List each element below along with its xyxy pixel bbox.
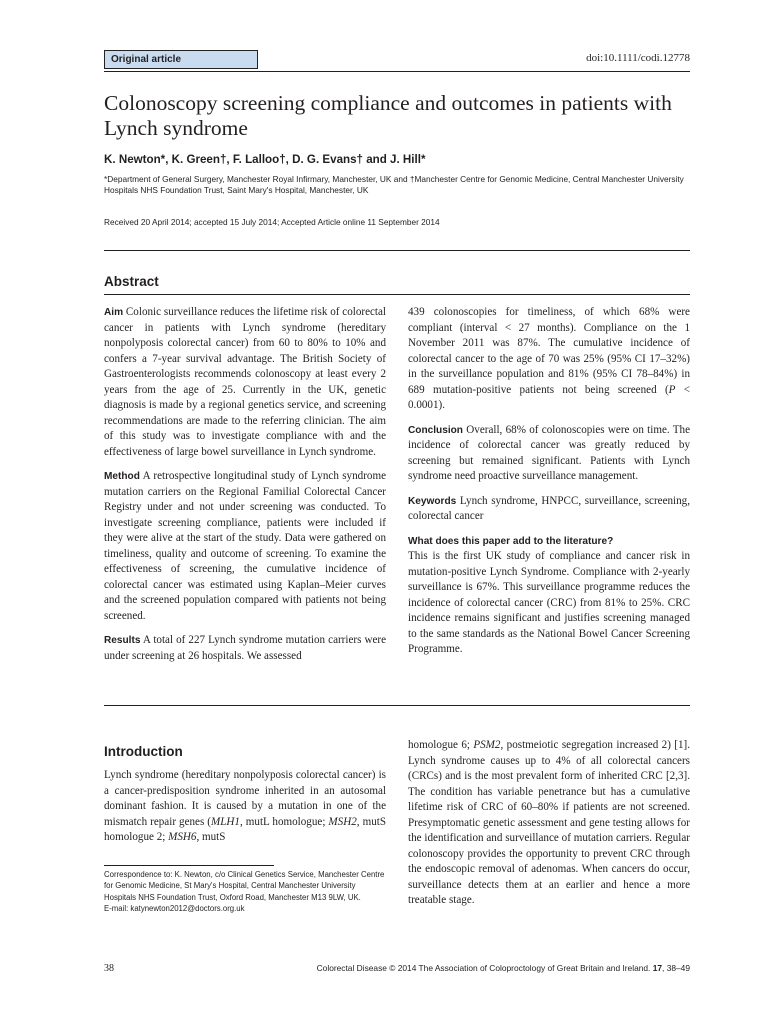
wdtp-text: This is the first UK study of compliance and cancer risk in mutation-positive Lynch Syndrome. Compliance with 2-yearly surveillance is 67%. This surveillance programme reduces the incidence of colorectal cancer (CRC) from 81% to 25%. CRC incidence remains significant and justifies screening managed to the same standards as the National Bowel Cancer Screening Programme. bbox=[408, 550, 690, 655]
abstract-keywords bbox=[408, 494, 690, 525]
journal-citation: Colorectal Disease © 2014 The Association of Coloproctology of Great Britain and Ireland. 17, 38–49 bbox=[316, 963, 690, 973]
method-text: A retrospective longitudinal study of Lynch syndrome mutation carriers on the Regional Familial Colorectal Cancer Registry under and not under screening was conducted. To investigate screening compliance, patients were included if they were alive at the start of the study. Data were gathered on timeliness, quality and outcome of screening. To examine the effectiveness of screening, the cumulative incidence of colorectal cancer was estimated using Kaplan–Meier curves and the screened population compared with patients not being screened. bbox=[104, 470, 386, 622]
conclusion-label: Conclusion bbox=[408, 424, 463, 436]
results-label: Results bbox=[104, 635, 141, 646]
intro-paragraph-continued: homologue 6; PSM2, postmeiotic segregation increased 2) [1]. Lynch syndrome causes up to 4% of all colorectal cancers (CRCs) and is the most prevalent form of inherited CRC [2,3]. The condition has variable penetrance but has a cumulative lifetime risk of CRC of 60–80% if patients are not screened. Presymptomatic genetic assessment and gene testing allows for the identification and surveillance of mutation carriers. Regular colonoscopy provides the opportunity to prevent CRC through the endoscopic removal of adenomas. When cancers do occur, surveillance detects them at an earlier and hence a more treatable stage. bbox=[408, 739, 691, 906]
introduction-right-column bbox=[408, 738, 690, 909]
gene-mlh1: MLH1 bbox=[211, 815, 240, 828]
section-badge: Original article bbox=[104, 50, 258, 69]
correspondence-rule bbox=[104, 865, 274, 866]
page-number: 38 bbox=[104, 963, 114, 974]
abstract-heading-rule bbox=[104, 294, 690, 295]
keywords-text: Lynch syndrome, HNPCC, surveillance, screening, colorectal cancer bbox=[408, 494, 690, 522]
correspondence-email[interactable]: E-mail: katynewton2012@doctors.org.uk bbox=[104, 903, 245, 913]
received-dates: Received 20 April 2014; accepted 15 July 2014; Accepted Article online 11 September 2014 bbox=[104, 217, 440, 227]
header-rule bbox=[104, 71, 690, 72]
abstract-right-column bbox=[408, 305, 690, 658]
results-text: A total of 227 Lynch syndrome mutation carriers were under screening at 26 hospitals. We assessed bbox=[104, 634, 386, 662]
author-list: K. Newton*, K. Green†, F. Lalloo†, D. G. Evans† and J. Hill* bbox=[104, 153, 426, 166]
introduction-heading: Introduction bbox=[104, 744, 183, 759]
gene-msh2: MSH2 bbox=[328, 815, 357, 828]
affiliations: *Department of General Surgery, Manchester Royal Infirmary, Manchester, UK and †Manchester Centre for Genomic Medicine, Central Manchester University Hospitals NHS Foundation Trust, Saint Mary's Hospital, Manchester, UK bbox=[104, 174, 684, 196]
abstract-left-column bbox=[104, 305, 386, 664]
abstract-results bbox=[104, 633, 386, 664]
correspondence-text: Correspondence to: K. Newton, c/o Clinical Genetics Service, Manchester Centre for Genomic Medicine, St Mary's Hospital, Central Manchester University Hospitals NHS Foundation Trust, Oxford Road, Manchester M13 9LW, UK. bbox=[104, 870, 385, 902]
wdtp-heading: What does this paper add to the literature? bbox=[408, 535, 614, 547]
gene-msh6: MSH6 bbox=[168, 831, 197, 843]
introduction-left-column bbox=[104, 768, 386, 846]
method-label: Method bbox=[104, 471, 140, 482]
abstract-heading: Abstract bbox=[104, 274, 159, 289]
doi[interactable]: doi:10.1111/codi.12778 bbox=[586, 52, 690, 64]
results-end: < 0.0001). bbox=[408, 383, 690, 411]
conclusion-text: Overall, 68% of colonoscopies were on time. The incidence of colorectal cancer was greatly reduced by screening but remained significant. Patients with Lynch syndrome need proactive surveillance management. bbox=[408, 423, 690, 482]
gene-psm2: PSM2 bbox=[473, 739, 501, 751]
aim-label: Aim bbox=[104, 307, 124, 318]
abstract-top-rule bbox=[104, 250, 690, 251]
article-title: Colonoscopy screening compliance and outcomes in patients with Lynch syndrome bbox=[104, 91, 672, 140]
correspondence-block bbox=[104, 869, 388, 914]
aim-text: Colonic surveillance reduces the lifetime risk of colorectal cancer in patients with Lynch syndrome (hereditary nonpolyposis colorectal cancer) from 60 to 80% to 10% and confers a 7-year survival advantage. The British Society of Gastroenterologists recommends colonoscopy at least every 2 years from the age of 25. Currently in the UK, genetic diagnosis is made by a regional genetics service, and screening recommendations are made to the referring clinician. The aim of this study was to investigate compliance with and the effectiveness of large bowel surveillance in Lynch syndrome. bbox=[104, 306, 386, 458]
keywords-label: Keywords bbox=[408, 495, 457, 507]
abstract-aim bbox=[104, 305, 386, 460]
p-value-symbol: P bbox=[668, 383, 676, 396]
abstract-bottom-rule bbox=[104, 705, 690, 706]
intro-paragraph-1: Lynch syndrome (hereditary nonpolyposis colorectal cancer) is a cancer-predisposition syndrome inherited in an autosomal dominant fashion. It is caused by a mutation in one of the mismatch repair genes (MLH1, mutL homologue; MSH2, mutS homologue 2; MSH6, mutS bbox=[104, 769, 386, 843]
abstract-results-continued: 439 colonoscopies for timeliness, of which 68% were compliant (interval < 27 months). Compliance on the 1 November 2011 was 87%. The cumulative incidence of colorectal cancer to the age of 70 was 25% (95% CI 17–32%) in the surveillance population and 81% (95% CI 78–84%) in 689 mutation-positive patients not being screened (P < 0.0001). bbox=[408, 306, 690, 411]
abstract-method bbox=[104, 469, 386, 624]
what-does-this-paper-add bbox=[408, 534, 690, 658]
volume-number: 17 bbox=[652, 963, 663, 973]
header-bar bbox=[104, 50, 690, 70]
abstract-conclusion bbox=[408, 423, 690, 485]
